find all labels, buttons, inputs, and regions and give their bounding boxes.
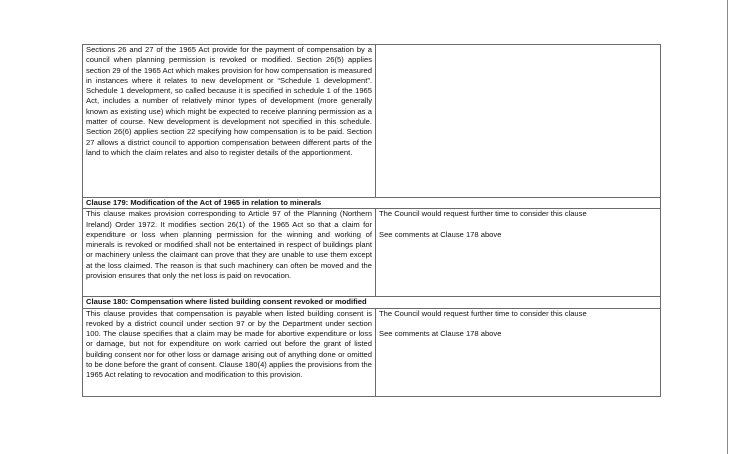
table-row-intro bbox=[83, 45, 661, 198]
clause-179-response bbox=[376, 209, 661, 297]
clause-180-heading: Clause 180: Compensation where listed building consent revoked or modified bbox=[83, 297, 661, 308]
clause-180-response-see-comments: See comments at Clause 178 above bbox=[379, 328, 502, 338]
clause-179-heading-row bbox=[83, 198, 661, 209]
clause-179-response-see-comments: See comments at Clause 178 above bbox=[379, 229, 502, 239]
clause-180-description: This clause provides that compensation is payable when listed building consent is revoked by a district council under section 97 or by the Department under section 100. The clause specifies that a claim may be made for abortive expenditure or loss or damage, but not for expenditure on work carried out before the grant of listed building consent nor for other loss or damage arising out of anything done or omitted to be done before the grant of consent. Clause 180(4) applies the provisions from the 1965 Act relating to revocation and modification to this provision. bbox=[83, 308, 376, 396]
clause-180-row bbox=[83, 308, 661, 396]
clause-179-description: This clause makes provision corresponding to Article 97 of the Planning (Northern Ireland) Order 1972. It modifies section 26(1) of the 1965 Act so that a claim for expenditure or loss when planning permission for the winning and working of minerals is revoked or modified shall not be entertained in respect of buildings plant or machinery unless the claimant can prove that they are unable to use them except at the loss claimed. The reason is that such machinery can often be moved and the provision ensures that only the net loss is paid on revocation. bbox=[83, 209, 376, 297]
page-edge-rule bbox=[727, 0, 728, 454]
clause-179-response-request: The Council would request further time to consider this clause bbox=[379, 209, 587, 219]
intro-response bbox=[376, 45, 661, 198]
clause-180-response-request: The Council would request further time to consider this clause bbox=[379, 308, 587, 318]
clause-180-response bbox=[376, 308, 661, 396]
clause-179-heading: Clause 179: Modification of the Act of 1965 in relation to minerals bbox=[83, 198, 661, 209]
intro-description: Sections 26 and 27 of the 1965 Act provide for the payment of compensation by a council when planning permission is revoked or modified. Section 26(5) applies section 29 of the 1965 Act which makes provision for how compensation is measured in instances where it relates to new development or “Schedule 1 development”. Schedule 1 development, so called because it is specified in schedule 1 of the 1965 Act, includes a number of relatively minor types of development (more generally known as existing use) which might be expected to receive planning permission as a matter of course. New development is development not specified in this schedule. Section 26(6) applies section 22 specifying how compensation is to be paid. Section 27 allows a district council to apportion compensation between different parts of the land to which the claim relates and also to register details of the apportionment. bbox=[83, 45, 376, 198]
clause-comments-table bbox=[82, 44, 661, 397]
clause-179-row bbox=[83, 209, 661, 297]
clause-180-heading-row bbox=[83, 297, 661, 308]
